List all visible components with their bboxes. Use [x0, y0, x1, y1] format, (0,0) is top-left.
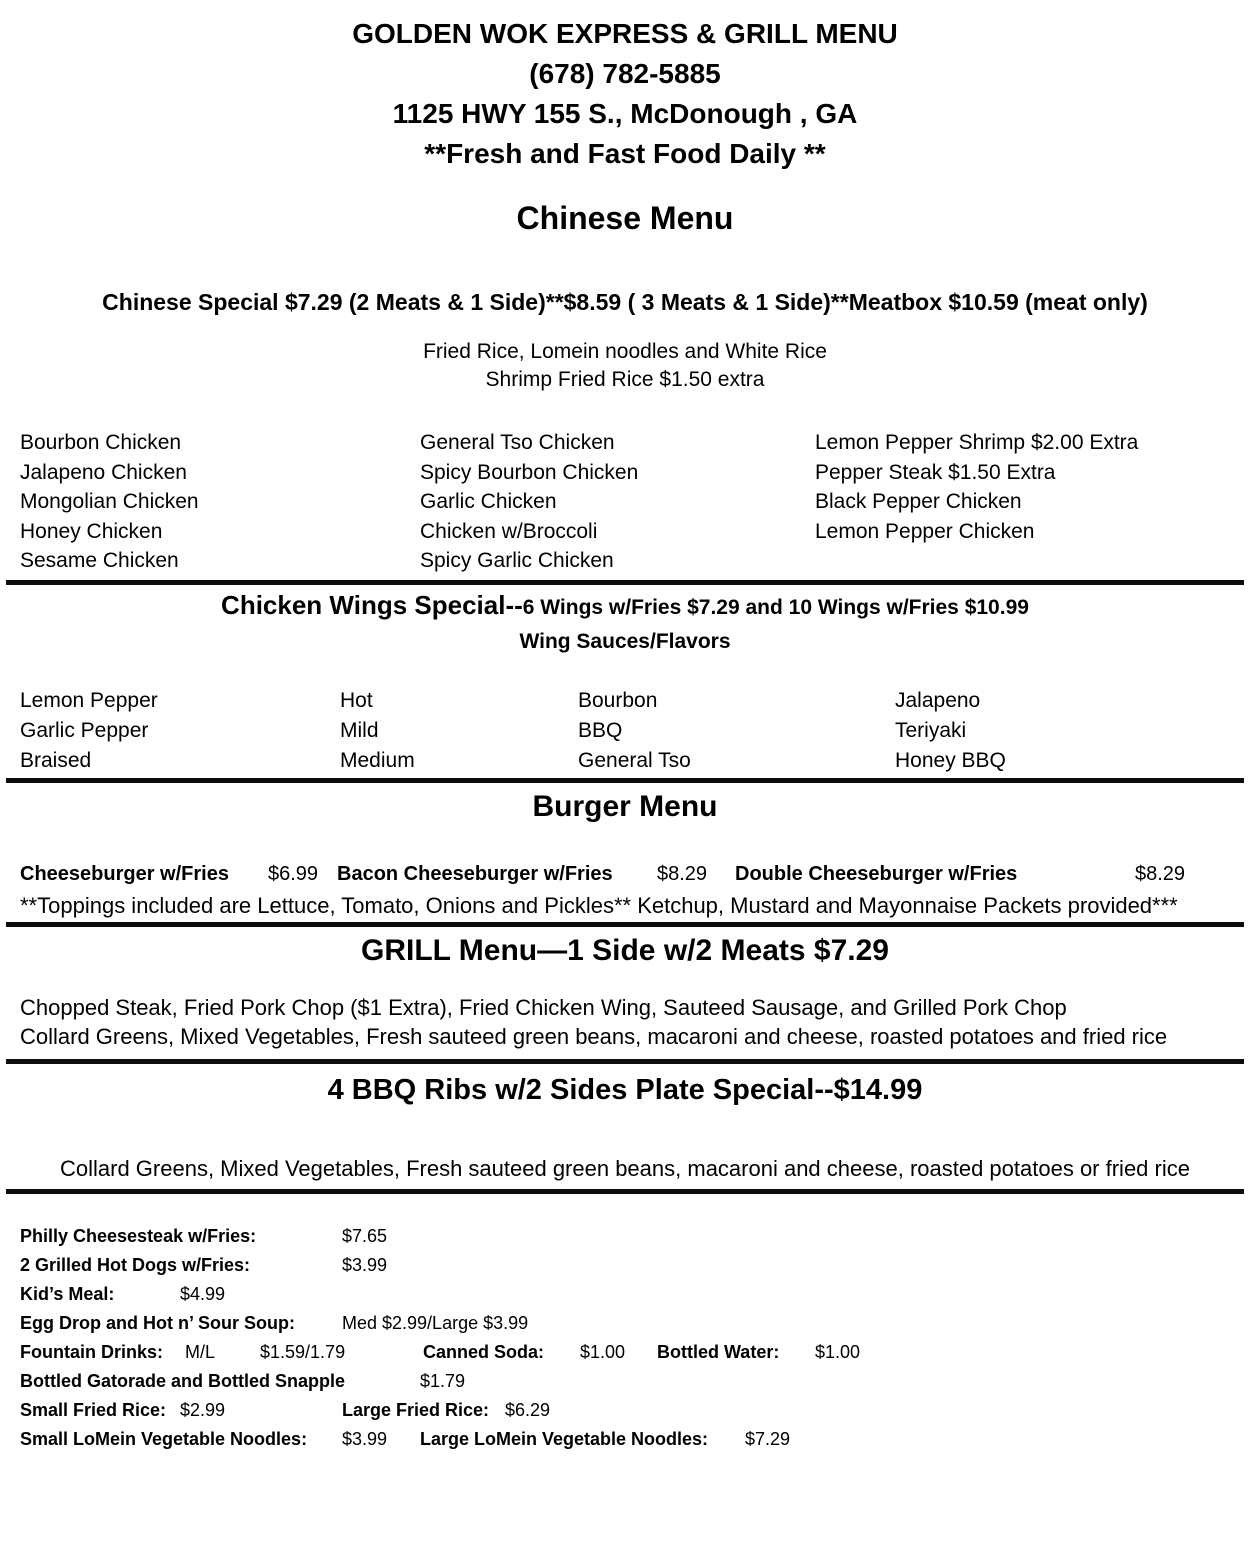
phone-number: (678) 782-5885 — [529, 58, 721, 89]
extras-row — [0, 1251, 1250, 1280]
menu-item: Chicken w/Broccoli — [420, 519, 598, 543]
item-name: Egg Drop and Hot n’ Sour Soup: — [20, 1312, 295, 1333]
wing-sauces-col-3 — [578, 686, 895, 776]
wing-sauces-col-1 — [20, 686, 340, 776]
wing-sauces-col-4 — [895, 686, 1230, 776]
burger-menu-heading: Burger Menu — [532, 789, 718, 823]
section-divider — [6, 778, 1244, 783]
rice-options-line: Fried Rice, Lomein noodles and White Rice — [423, 340, 827, 363]
item-name: Cheeseburger w/Fries — [20, 862, 229, 885]
grill-meats-line: Chopped Steak, Fried Pork Chop ($1 Extra), Fried Chicken Wing, Sauteed Sausage, and Grilled Pork Chop — [20, 994, 1067, 1020]
item-price: $1.00 — [580, 1341, 626, 1362]
menu-item: Pepper Steak $1.50 Extra — [815, 460, 1056, 484]
sauce-item: Teriyaki — [895, 718, 967, 742]
item-price: $4.99 — [180, 1283, 226, 1304]
menu-item: Garlic Chicken — [420, 490, 557, 513]
tagline: **Fresh and Fast Food Daily ** — [424, 138, 826, 169]
ribs-sides-text: Collard Greens, Mixed Vegetables, Fresh sauteed green beans, macaroni and cheese, roasted potatoes or fried rice — [60, 1155, 1190, 1181]
item-price: $1.79 — [420, 1370, 466, 1391]
menu-item: Lemon Pepper Shrimp $2.00 Extra — [815, 431, 1139, 454]
item-size-label: M/L — [185, 1341, 216, 1362]
item-price: $8.29 — [1135, 862, 1186, 885]
menu-item: Spicy Garlic Chicken — [420, 549, 614, 572]
chinese-dishes-col-1 — [20, 428, 420, 576]
item-name: 2 Grilled Hot Dogs w/Fries: — [20, 1254, 251, 1275]
shrimp-rice-line: Shrimp Fried Rice $1.50 extra — [485, 368, 765, 391]
burger-price-row — [0, 859, 1250, 889]
grill-menu-heading: GRILL Menu—1 Side w/2 Meats $7.29 — [361, 933, 889, 967]
wings-heading — [0, 589, 1250, 626]
sauce-item: BBQ — [578, 718, 623, 742]
chinese-special-line: Chinese Special $7.29 (2 Meats & 1 Side)**$8.59 ( 3 Meats & 1 Side)**Meatbox $10.59 (meat only) — [102, 289, 1148, 315]
menu-item: Honey Chicken — [20, 519, 163, 543]
menu-item: Jalapeno Chicken — [20, 460, 187, 484]
extras-row — [0, 1367, 1250, 1396]
item-name: Small LoMein Vegetable Noodles: — [20, 1428, 308, 1449]
item-price: $7.65 — [342, 1225, 388, 1246]
item-price: $2.99 — [180, 1399, 226, 1420]
grill-sides-line: Collard Greens, Mixed Vegetables, Fresh sauteed green beans, macaroni and cheese, roasted potatoes and fried rice — [20, 1023, 1168, 1049]
section-divider — [6, 1059, 1244, 1064]
extras-row — [0, 1425, 1250, 1454]
chinese-menu-heading: Chinese Menu — [516, 200, 734, 236]
ribs-special-heading: 4 BBQ Ribs w/2 Sides Plate Special--$14.99 — [327, 1073, 923, 1106]
sauce-item: Garlic Pepper — [20, 718, 149, 742]
sauce-item: Bourbon — [578, 688, 658, 712]
item-price: Med $2.99/Large $3.99 — [342, 1312, 529, 1333]
menu-item: Mongolian Chicken — [20, 490, 199, 513]
menu-item: Lemon Pepper Chicken — [815, 519, 1035, 543]
wing-sauces-col-2 — [340, 686, 578, 776]
menu-item: Bourbon Chicken — [20, 431, 182, 454]
section-divider — [6, 922, 1244, 927]
item-price: $7.29 — [745, 1428, 791, 1449]
chinese-sides-note — [0, 338, 1250, 394]
item-name: Kid’s Meal: — [20, 1283, 115, 1304]
item-name: Fountain Drinks: — [20, 1341, 163, 1362]
item-name: Philly Cheesesteak w/Fries: — [20, 1225, 257, 1246]
chinese-dishes-col-3 — [815, 428, 1230, 576]
address: 1125 HWY 155 S., McDonough , GA — [392, 98, 858, 129]
item-name: Bottled Water: — [657, 1341, 780, 1362]
restaurant-title: GOLDEN WOK EXPRESS & GRILL MENU — [352, 18, 898, 49]
sauce-item: Medium — [340, 748, 415, 772]
item-price: $6.99 — [268, 862, 319, 885]
extras-row — [0, 1396, 1250, 1425]
item-price: $1.00 — [815, 1341, 861, 1362]
sauce-item: Honey BBQ — [895, 748, 1006, 772]
item-price: $8.29 — [657, 862, 708, 885]
extras-row — [0, 1222, 1250, 1251]
extras-row — [0, 1280, 1250, 1309]
wings-heading-main: Chicken Wings Special-- — [221, 589, 523, 620]
sauce-item: Lemon Pepper — [20, 688, 158, 712]
item-price: $6.29 — [505, 1399, 551, 1420]
extras-row — [0, 1338, 1250, 1367]
item-name: Double Cheeseburger w/Fries — [735, 862, 1018, 885]
wing-sauces-subheading: Wing Sauces/Flavors — [519, 629, 731, 653]
item-price: $3.99 — [342, 1428, 388, 1449]
item-name: Canned Soda: — [423, 1341, 545, 1362]
menu-item: Black Pepper Chicken — [815, 490, 1022, 513]
item-name: Large Fried Rice: — [342, 1399, 490, 1420]
menu-item: General Tso Chicken — [420, 431, 615, 454]
sauce-item: Braised — [20, 748, 92, 772]
item-name: Bottled Gatorade and Bottled Snapple — [20, 1370, 346, 1391]
wing-sauces-grid — [20, 686, 1230, 776]
menu-item: Spicy Bourbon Chicken — [420, 460, 639, 484]
sauce-item: General Tso — [578, 748, 691, 772]
menu-item: Sesame Chicken — [20, 549, 179, 572]
sauce-item: Hot — [340, 688, 373, 712]
item-name: Small Fried Rice: — [20, 1399, 167, 1420]
chinese-dishes-col-2 — [420, 428, 815, 576]
extras-row — [0, 1309, 1250, 1338]
item-name: Bacon Cheeseburger w/Fries — [337, 862, 613, 885]
sauce-item: Mild — [340, 718, 379, 742]
section-divider — [6, 1189, 1244, 1194]
grill-items-text — [20, 993, 1230, 1051]
burger-toppings-note: **Toppings included are Lettuce, Tomato, Onions and Pickles** Ketchup, Mustard and Mayonnaise Packets provided*** — [20, 892, 1178, 918]
chinese-dishes-grid — [20, 428, 1230, 576]
extras-price-list — [0, 1222, 1250, 1454]
item-price: $3.99 — [342, 1254, 388, 1275]
item-price: $1.59/1.79 — [260, 1341, 346, 1362]
item-name: Large LoMein Vegetable Noodles: — [420, 1428, 709, 1449]
sauce-item: Jalapeno — [895, 688, 981, 712]
menu-header — [0, 0, 1250, 174]
wings-heading-detail: 6 Wings w/Fries $7.29 and 10 Wings w/Fries $10.99 — [522, 595, 1029, 619]
section-divider — [6, 580, 1244, 585]
